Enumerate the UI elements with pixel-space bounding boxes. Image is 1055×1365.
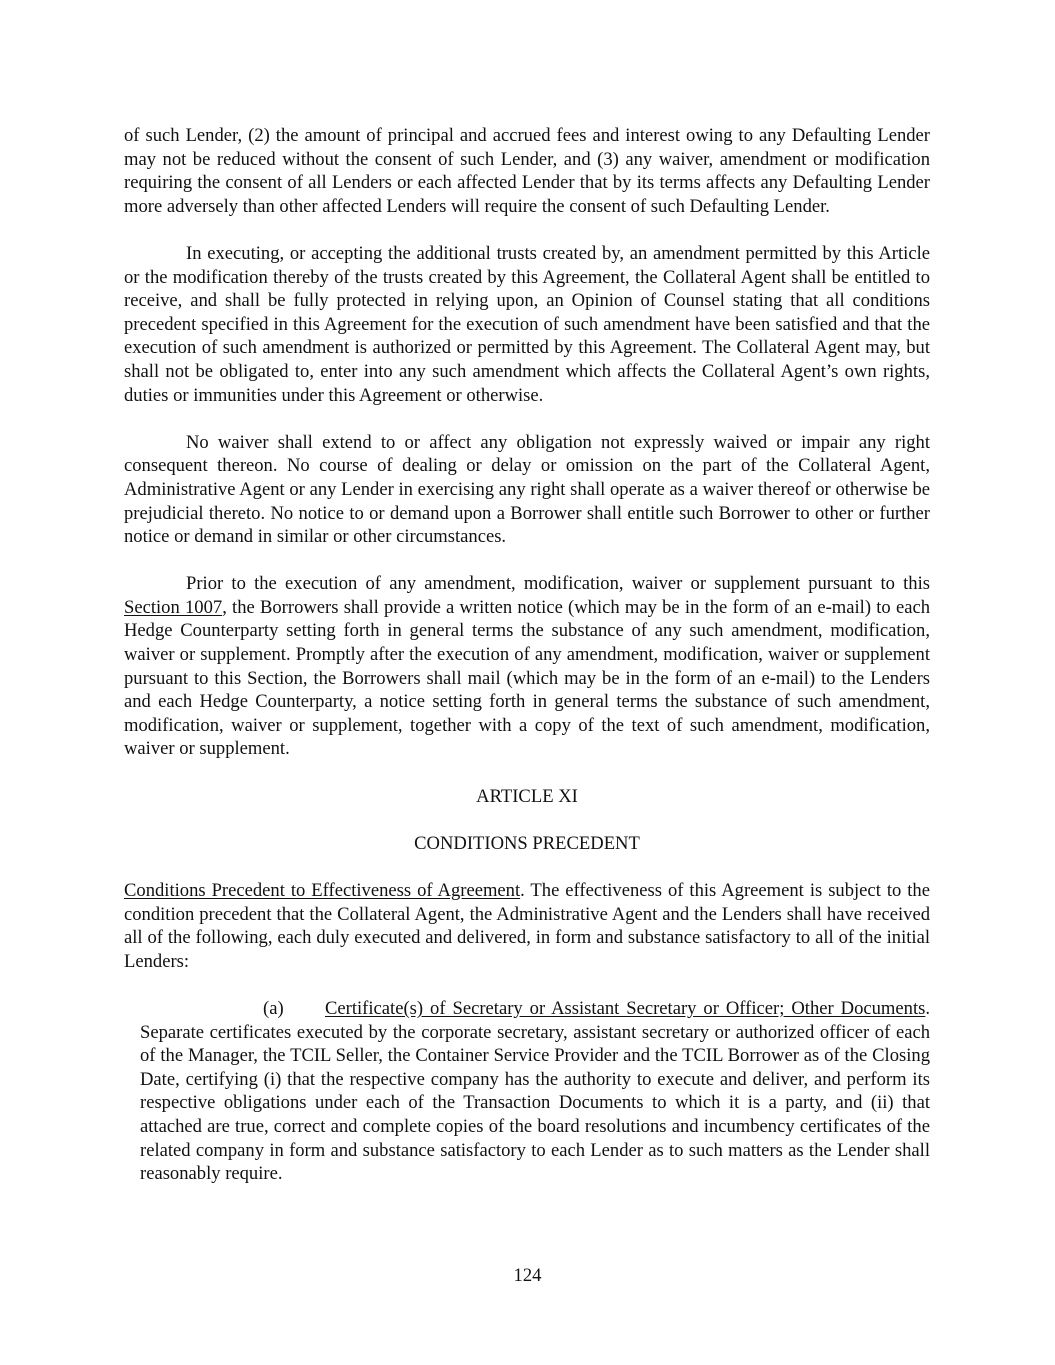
paragraph-text: , the Borrowers shall provide a written notice (which may be in the form of an e-mail) to each Hedge Counterparty setting forth in general terms the substance of any such amendment, modification, waiver or supplement. Promptly after the execution of any amendment, modification, waiver or supplement pursuant to this Section, the Borrowers shall mail (which may be in the form of an e-mail) to the Lenders and each Hedge Counterparty, a notice setting forth in general terms the substance of such amendment, modification, waiver or supplement, together with a copy of the text of such amendment, modification, waiver or supplement. (124, 596, 930, 760)
section-text: . The effectiveness of this Agreement is subject to the condition precedent that the Collateral Agent, the Administrative Agent and the Lenders shall have received all of the following, each duly executed and delivered, in form and substance satisfactory to all of the initial Lenders: (124, 880, 930, 972)
paragraph-opinion-of-counsel: In executing, or accepting the additional trusts created by, an amendment permitted by this Article or the modification thereby of the trusts created by this Agreement, the Collateral Agent shall be entitled to receive, and shall be fully protected in relying upon, an Opinion of Counsel stating that all conditions precedent specified in this Agreement for the execution of such amendment have been satisfied and that the execution of such amendment is authorized or permitted by this Agreement. The Collateral Agent may, but shall not be obligated to, enter into any such amendment which affects the Collateral Agent’s own rights, duties or immunities under this Agreement or otherwise. (124, 242, 930, 406)
section-heading: Conditions Precedent to Effectiveness of Agreement (124, 880, 521, 901)
document-page (124, 124, 930, 1186)
clause-a (140, 997, 930, 1186)
paragraph-text: Prior to the execution of any amendment, modification, waiver or supplement pursuant to this (186, 573, 930, 595)
paragraph-notice-to-hedge-counterparty (124, 572, 930, 761)
clause-text: . Separate certificates executed by the corporate secretary, assistant secretary or authorized officer of each of the Manager, the TCIL Seller, the Container Service Provider and the TCIL Borrower as of the Closing Date, certifying (i) that the respective company has the authority to execute and deliver, and perform its respective obligations under each of the Transaction Documents to which it is a party, and (ii) that attached are true, correct and complete copies of the board resolutions and incumbency certificates of the related company in form and substance satisfactory to each Lender as to such matters as the Lender shall reasonably require. (140, 997, 930, 1185)
paragraph-no-waiver: No waiver shall extend to or affect any obligation not expressly waived or impair any right consequent thereon. No course of dealing or delay or omission on the part of the Collateral Agent, Administrative Agent or any Lender in exercising any right shall operate as a waiver thereof or otherwise be prejudicial thereto. No notice to or demand upon a Borrower shall entitle such Borrower to other or further notice or demand in similar or other circumstances. (124, 431, 930, 548)
page-number: 124 (513, 1265, 542, 1286)
section-conditions-precedent (124, 879, 930, 973)
clause-heading: Certificate(s) of Secretary or Assistant Secretary or Officer; Other Documents (325, 997, 926, 1019)
article-number: ARTICLE XI (476, 785, 578, 807)
article-title: CONDITIONS PRECEDENT (414, 832, 640, 854)
clause-label: (a) (263, 997, 284, 1019)
paragraph-defaulting-lender: of such Lender, (2) the amount of principal and accrued fees and interest owing to any Defaulting Lender may not be reduced without the consent of such Lender, and (3) any waiver, amendment or modification requiring the consent of all Lenders or each affected Lender that by its terms affects any Defaulting Lender more adversely than other affected Lenders will require the consent of such Defaulting Lender. (124, 125, 930, 217)
section-1007-reference: Section 1007 (124, 596, 223, 618)
